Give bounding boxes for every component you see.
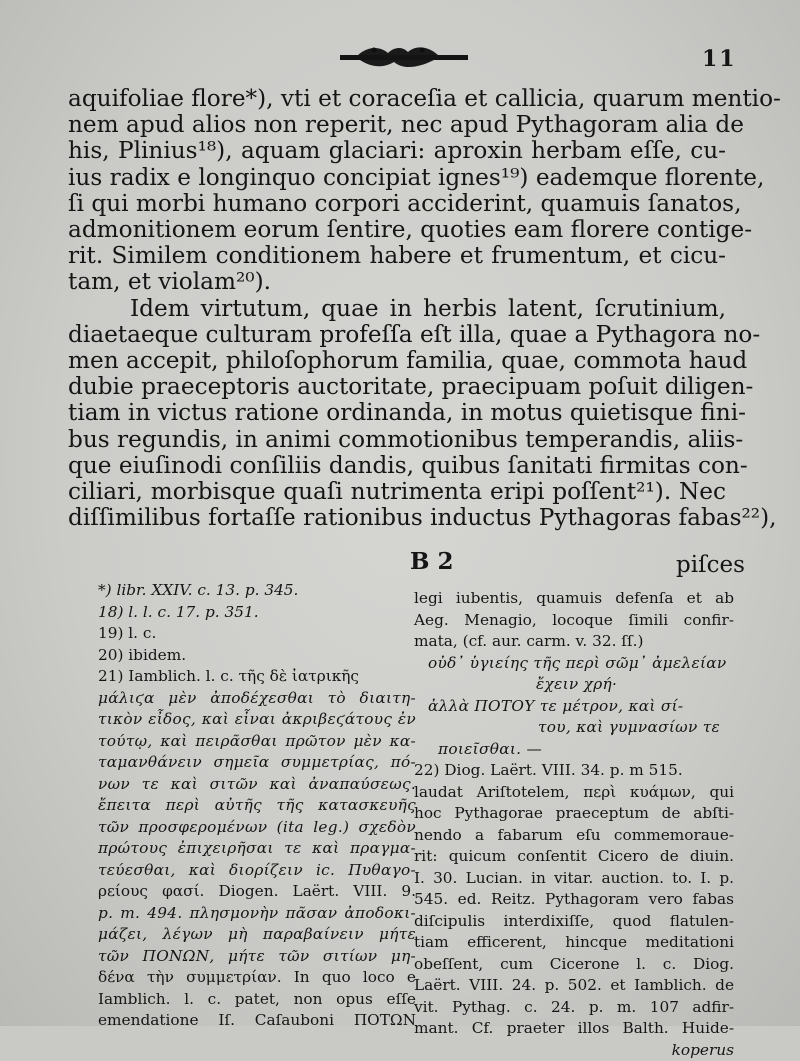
text-line: que eiuſinodi conſiliis dandis, quibus ſanitati firmitas con-	[68, 453, 726, 479]
footnote-line: ρείους φασί. Diogen. Laërt. VIII. 9.	[98, 881, 416, 903]
footnote-line: οὐδ᾽ ὑγιείης τῆς περὶ σῶμ᾽ ἀμελείαν	[414, 653, 734, 675]
footnote-line: emendatione Iſ. Caſauboni ΠΟΤΩΝ	[98, 1010, 416, 1032]
text-line: men accepit, philoſophorum familia, quae, commota haud	[68, 348, 726, 374]
footnote-line: rit: quicum conſentit Cicero de diuin.	[414, 846, 734, 868]
text-line: diaetaeque culturam profeſſa eſt illa, quae a Pythagora no-	[68, 322, 726, 348]
footnote-line: 21) Iamblich. l. c. τῆς δὲ ἰατρικῆς	[98, 666, 416, 688]
text-line: rit. Similem conditionem habere et frumentum, et cicu-	[68, 243, 726, 269]
paragraph-2	[68, 296, 726, 532]
text-line: bus regundis, in animi commotionibus temperandis, aliis-	[68, 427, 726, 453]
text-line: nem apud alios non reperit, nec apud Pythagoram alia de	[68, 112, 726, 138]
footnote-line: obeſſent, cum Cicerone l. c. Diog.	[414, 954, 734, 976]
catchword: piſces	[676, 552, 745, 578]
footnote-line: mata, (cf. aur. carm. v. 32. ſſ.)	[414, 631, 734, 653]
footnote-line: laudat Ariſtotelem, περὶ κυάμων, qui	[414, 782, 734, 804]
text-line: Idem virtutum, quae in herbis latent, ſcrutinium,	[68, 296, 726, 322]
footnote-line: δένα τὴν συμμετρίαν. In quo loco e	[98, 967, 416, 989]
footnote-line: vit. Pythag. c. 24. p. m. 107 adfir-	[414, 997, 734, 1019]
footnote-line: Laërt. VIII. 24. p. 502. et Iamblich. de	[414, 975, 734, 997]
footnote-line: p. m. 494. πλησμονὴν πᾶσαν ἀποδοκι-	[98, 903, 416, 925]
footnote-line: μάλιϛα μὲν ἀποδέχεσθαι τὸ διαιτη-	[98, 688, 416, 710]
paragraph-1	[68, 86, 726, 296]
footnote-line: νων τε καὶ σιτῶν καὶ ἀναπαύσεως.	[98, 774, 416, 796]
footnote-line: *) libr. XXIV. c. 13. p. 345.	[98, 580, 416, 602]
footnote-line: 19) l. c.	[98, 623, 416, 645]
page-number: 11	[702, 46, 737, 72]
footnote-line: I. 30. Lucian. in vitar. auction. to. I. p.	[414, 868, 734, 890]
text-line: dubie praeceptoris auctoritate, praecipuam poſuit diligen-	[68, 374, 726, 400]
footnotes-right-column	[414, 588, 734, 1061]
footnote-line: hoc Pythagorae praeceptum de abſti-	[414, 803, 734, 825]
footnote-line: 22) Diog. Laërt. VIII. 34. p. m 515.	[414, 760, 734, 782]
text-line: tiam in victus ratione ordinanda, in motus quietisque fini-	[68, 400, 726, 426]
footnote-line: τῶν ΠΟΝΩΝ, μήτε τῶν σιτίων μη-	[98, 946, 416, 968]
footnote-line: τικὸν εἶδος, καὶ εἶναι ἀκριβεϛάτους ἐν	[98, 709, 416, 731]
footnote-line: τῶν προσφερομένων (ita leg.) σχεδὸν	[98, 817, 416, 839]
footnote-line: του, καὶ γυμνασίων τε	[414, 717, 734, 739]
footnote-line: 20) ibidem.	[98, 645, 416, 667]
footnote-line: tiam efficerent, hincque meditationi	[414, 932, 734, 954]
text-line: ciliari, morbisque quaſi nutrimenta eripi poſſent²¹). Nec	[68, 479, 726, 505]
footnote-line: ποιεῖσθαι. —	[414, 739, 734, 761]
footnote-line: μάζει, λέγων μὴ παραβαίνειν μήτε	[98, 924, 416, 946]
text-line: ſi qui morbi humano corpori acciderint, quamuis ſanatos,	[68, 191, 726, 217]
footnote-line: ἔπειτα περὶ αὐτῆς τῆς κατασκευῆς	[98, 795, 416, 817]
footnote-line: diſcipulis interdixiſſe, quod flatulen-	[414, 911, 734, 933]
footnote-line: πρώτους ἐπιχειρῆσαι τε καὶ πραγμα-	[98, 838, 416, 860]
text-line: diſſimilibus fortaſſe rationibus inductus Pythagoras fabas²²),	[68, 505, 726, 531]
footnote-line: 18) l. l. c. 17. p. 351.	[98, 602, 416, 624]
footnote-line: 545. ed. Reitz. Pythagoram vero fabas	[414, 889, 734, 911]
footnote-line: Aeg. Menagio, locoque ſimili confir-	[414, 610, 734, 632]
footnote-line: legi iubentis, quamuis defenſa et ab	[414, 588, 734, 610]
text-line: tam, et violam²⁰).	[68, 269, 726, 295]
main-text-body	[68, 86, 726, 531]
footnotes-left-column	[98, 580, 416, 1032]
footnote-line: τούτῳ, καὶ πειρᾶσθαι πρῶτον μὲν κα-	[98, 731, 416, 753]
footnote-line: τεύεσθαι, καὶ διορίζειν ic. Πυθαγο-	[98, 860, 416, 882]
footnote-line: Iamblich. l. c. patet, non opus eſſe	[98, 989, 416, 1011]
text-line: ius radix e longinquo concipiat ignes¹⁹) eademque florente,	[68, 165, 726, 191]
signature-mark: B 2	[410, 548, 453, 575]
footnote-line: mant. Cf. praeter illos Balth. Huide-	[414, 1018, 734, 1040]
footnote-line: koperus	[414, 1040, 734, 1061]
text-line: aquifoliae flore*), vti et coraceſia et callicia, quarum mentio-	[68, 86, 726, 112]
footnote-line: ταμανθάνειν σημεῖα συμμετρίας, πό-	[98, 752, 416, 774]
ornamental-headpiece-icon	[338, 44, 470, 72]
footnote-line: ἔχειν χρή·	[414, 674, 734, 696]
footnote-line: nendo a fabarum eſu commemoraue-	[414, 825, 734, 847]
footnote-line: ἀλλὰ ΠΟΤΟΥ τε μέτρον, καὶ σί-	[414, 696, 734, 718]
text-line: admonitionem eorum ſentire, quoties eam florere contige-	[68, 217, 726, 243]
text-line: his, Plinius¹⁸), aquam glaciari: aproxin herbam eſſe, cu-	[68, 138, 726, 164]
